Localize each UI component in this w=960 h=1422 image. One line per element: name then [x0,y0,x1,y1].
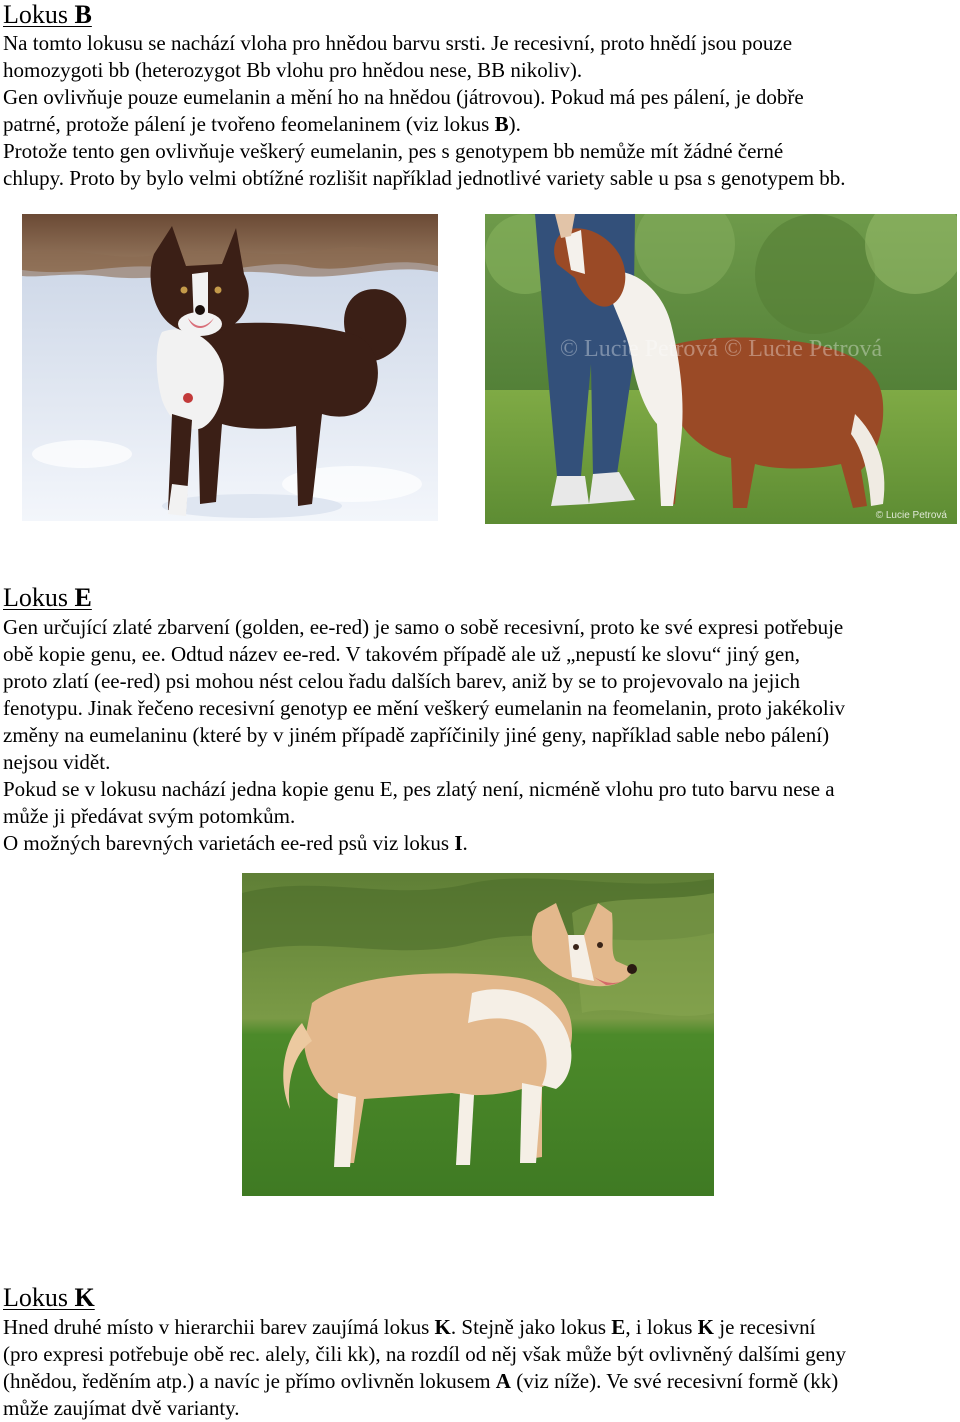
heading-letter: K [74,1283,95,1312]
text-run: Gen určující zlaté zbarvení (golden, ee-red) je samo o sobě recesivní, proto ke své expresi potřebuje [3,615,844,639]
bold-locus-ref: K [434,1315,451,1339]
photo-credit: © Lucie Petrová [875,510,947,521]
bold-locus-ref: E [611,1315,626,1339]
photo-brown-dog-snow [22,214,438,521]
section-heading-lokus-e [3,583,92,613]
text-run: může ji předávat svým potomkům. [3,804,296,828]
text-line [3,57,957,84]
text-run: proto zlatí (ee-red) psi mohou nést celou řadu dalších barev, aniž by se to projevovalo na jejich [3,669,800,693]
text-run: patrné, protože pálení je tvořeno feomelaninem (viz lokus [3,112,495,136]
text-run: Hned druhé místo v hierarchii barev zaujímá lokus [3,1315,435,1339]
text-line [3,1395,957,1422]
bold-locus-ref: A [495,1369,511,1393]
photo-watermark: © Lucie Petrová © Lucie Petrová [559,336,883,362]
text-line [3,695,957,722]
text-run: . Stejně jako lokus [450,1315,612,1339]
heading-word: Lokus [3,583,68,612]
text-run: homozygoti bb (heterozygot Bb vlohu pro hnědou nese, BB nikoliv). [3,58,583,82]
paragraph-lokus-e [3,614,957,857]
heading-letter: E [74,583,92,612]
text-run: chlupy. Proto by bylo velmi obtížné rozlišit například jednotlivé variety sable u psa s genotypem bb. [3,166,846,190]
text-line [3,722,957,749]
text-run: fenotypu. Jinak řečeno recesivní genotyp ee mění veškerý eumelanin na feomelanin, proto jakékoliv [3,696,846,720]
text-run: Gen ovlivňuje pouze eumelanin a mění ho na hnědou (játrovou). Pokud má pes pálení, je dobře [3,85,804,109]
text-run: (viz níže). Ve své recesivní formě (kk) [510,1369,839,1393]
text-run: Protože tento gen ovlivňuje veškerý eumelanin, pes s genotypem bb nemůže mít žádné černé [3,139,784,163]
text-line [3,1314,957,1341]
photo-golden-dog-grass [242,873,714,1196]
text-run: , i lokus [625,1315,698,1339]
text-line [3,614,957,641]
text-run: je recesivní [714,1315,816,1339]
text-run: změny na eumelaninu (které by v jiném případě zapříčinily jiné geny, například sable nebo pálení) [3,723,830,747]
text-run: obě kopie genu, ee. Odtud název ee-red. V takovém případě ale už „nepustí ke slovu“ jiný gen, [3,642,800,666]
text-line [3,165,957,192]
text-line [3,1368,957,1395]
text-line [3,830,957,857]
text-run: nejsou vidět. [3,750,111,774]
text-run: může zaujímat dvě varianty. [3,1396,240,1420]
text-line [3,30,957,57]
heading-word: Lokus [3,0,68,29]
section-heading-lokus-b [3,0,92,30]
text-run: O možných barevných varietách ee-red psů viz lokus [3,831,455,855]
paragraph-lokus-b [3,30,957,192]
text-line [3,803,957,830]
section-heading-lokus-k [3,1283,95,1313]
text-line [3,1341,957,1368]
text-line [3,749,957,776]
heading-word: Lokus [3,1283,68,1312]
text-run: (hnědou, ředěním atp.) a navíc je přímo ovlivněn lokusem [3,1369,496,1393]
text-run: . [462,831,468,855]
text-run: ). [508,112,521,136]
text-line [3,641,957,668]
photo-red-dog-grass [485,214,957,524]
text-run: Na tomto lokusu se nachází vloha pro hnědou barvu srsti. Je recesivní, proto hnědí jsou pouze [3,31,793,55]
text-line [3,84,957,111]
text-line [3,668,957,695]
text-line [3,111,957,138]
bold-locus-ref: I [454,831,463,855]
text-line [3,138,957,165]
text-line [3,776,957,803]
bold-locus-ref: B [494,112,509,136]
paragraph-lokus-k [3,1314,957,1422]
text-run: (pro expresi potřebuje obě rec. alely, čili kk), na rozdíl od něj však může být ovlivněný dalšími geny [3,1342,847,1366]
text-run: Pokud se v lokusu nachází jedna kopie genu E, pes zlatý není, nicméně vlohu pro tuto barvu nese a [3,777,835,801]
heading-letter: B [74,0,92,29]
bold-locus-ref: K [697,1315,714,1339]
